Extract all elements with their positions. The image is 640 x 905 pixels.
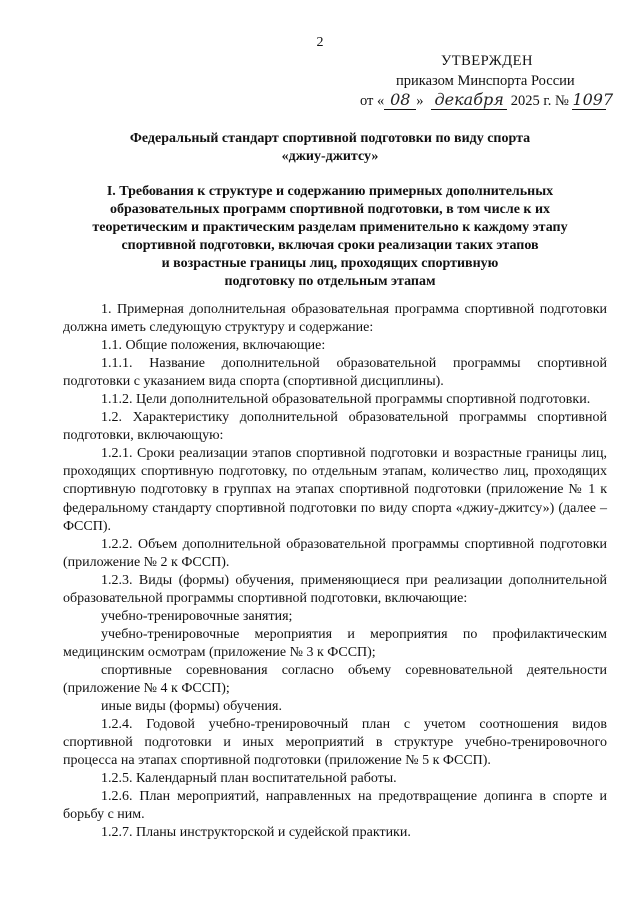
paragraph: 1.1.1. Название дополнительной образовательной программы спортивной подготовки с указанием вида спорта (спортивной дисциплины). [63, 356, 607, 390]
date-mid: » [416, 93, 424, 109]
handwritten-order-number: 1097 [572, 90, 614, 109]
paragraph: 1.1.2. Цели дополнительной образовательной программы спортивной подготовки. [101, 392, 591, 408]
paragraph: 1.2. Характеристику дополнительной образовательной программы спортивной подготовки, включающую: [63, 410, 607, 444]
document-body [63, 301, 607, 842]
paragraph: 1.2.6. План мероприятий, направленных на предотвращение допинга в спорте и борьбу с ним. [63, 789, 607, 823]
paragraph: 1.2.1. Сроки реализации этапов спортивной подготовки и возрастные границы лиц, проходящих спортивную подготовку, по отдельным этапам, количество лиц, проходящих спортивную подготовку в группах на этапах спортивной подготовки (приложение № 1 к федеральному стандарту спортивной подготовки по виду спорта «джиу-джитсу») (далее – ФССП). [63, 446, 607, 534]
order-date-line [360, 90, 614, 111]
paragraph: спортивные соревнования согласно объему соревновательной деятельности (приложение № 4 к ФССП); [63, 662, 607, 696]
paragraph: учебно-тренировочные занятия; [101, 608, 293, 624]
page-number: 2 [316, 35, 324, 50]
year-and-number-label: 2025 г. № [510, 93, 569, 109]
paragraph: 1.2.5. Календарный план воспитательной работы. [101, 771, 397, 787]
section-title-line: спортивной подготовки, включая сроки реализации таких этапов [121, 238, 539, 254]
paragraph: 1.2.4. Годовой учебно-тренировочный план с учетом соотношения видов спортивной подготовки и иных мероприятий в структуре учебно-тренировочного процесса на этапах спортивной подготовки (приложение № 5 к ФССП). [63, 717, 607, 769]
paragraph: учебно-тренировочные мероприятия и мероприятия по профилактическим медицинским осмотрам (приложение № 3 к ФССП); [63, 626, 607, 660]
date-prefix: от « [360, 93, 385, 109]
approved-label: УТВЕРЖДЕН [441, 53, 533, 69]
section-title-line: I. Требования к структуре и содержанию примерных дополнительных [106, 184, 554, 199]
paragraph: 1.2.2. Объем дополнительной образовательной программы спортивной подготовки (приложение № 2 к ФССП). [63, 536, 607, 570]
title-line: «джиу-джитсу» [281, 149, 379, 164]
handwritten-day: 08 [384, 91, 416, 110]
section-title-line: образовательных программ спортивной подготовки, в том числе к их [109, 202, 551, 218]
section-title-line: теоретическим и практическим разделам применительно к каждому этапу [92, 220, 568, 236]
title-line: Федеральный стандарт спортивной подготовки по виду спорта [129, 131, 531, 146]
section-title [60, 183, 600, 292]
paragraph: 1.1. Общие положения, включающие: [101, 338, 326, 354]
document-title [60, 130, 600, 166]
paragraph: 1.2.7. Планы инструкторской и судейской практики. [101, 825, 411, 841]
handwritten-month: декабря [431, 91, 507, 110]
paragraph: 1.2.3. Виды (формы) обучения, применяющиеся при реализации дополнительной образовательной программы спортивной подготовки, включающие: [63, 572, 607, 606]
paragraph: 1. Примерная дополнительная образовательная программа спортивной подготовки должна иметь следующую структуру и содержание: [63, 302, 607, 336]
section-title-line: подготовку по отдельным этапам [224, 274, 436, 290]
paragraph: иные виды (формы) обучения. [101, 699, 282, 715]
section-title-line: и возрастные границы лиц, проходящих спортивную [161, 256, 499, 272]
order-by-label: приказом Минспорта России [396, 73, 575, 89]
